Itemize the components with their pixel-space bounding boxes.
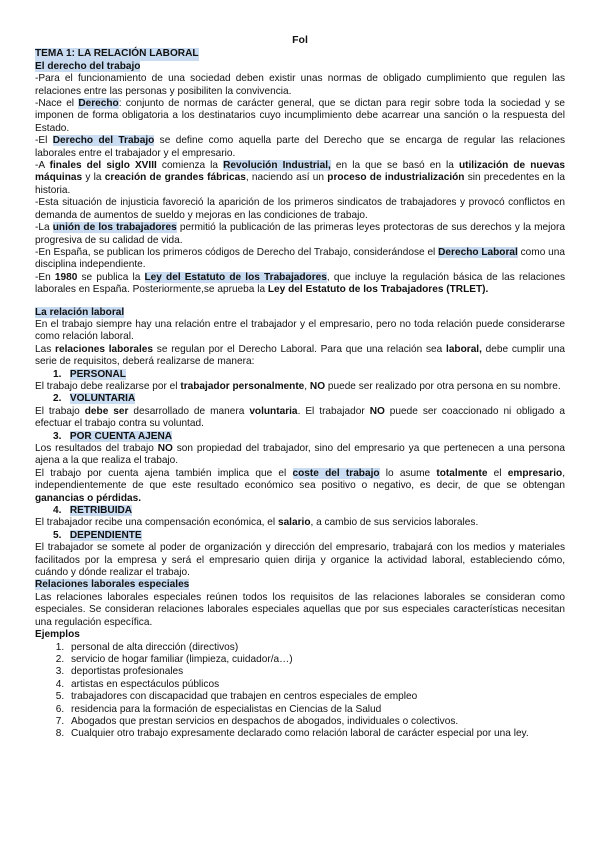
relacion-heading: La relación laboral [35, 306, 125, 318]
tema1-section [35, 48, 565, 296]
tema1-heading: TEMA 1: LA RELACIÓN LABORAL [35, 48, 199, 60]
paragraph: -En España, se publican los primeros códigos de Derecho del Trabajo, considerándose el Derecho Laboral como una disciplina independiente. [35, 246, 565, 271]
document-title: Fol [292, 34, 308, 46]
document-page [35, 34, 565, 741]
ejemplos-label: Ejemplos [35, 629, 80, 641]
list-item: 3. deportistas profesionales [67, 666, 565, 678]
list-item: 2. servicio de hogar familiar (limpieza, cuidador/a…) [67, 654, 565, 666]
ejemplos-list [35, 642, 565, 741]
list-item: 4. artistas en espectáculos públicos [67, 679, 565, 691]
requirement-heading: 3. POR CUENTA AJENA [53, 430, 173, 442]
relacion-section [35, 307, 565, 580]
paragraph: El trabajo debe realizarse por el trabajador personalmente, NO puede ser realizado por otra persona en su nombre. [35, 380, 561, 392]
list-item: 5. trabajadores con discapacidad que trabajen en centros especiales de empleo [67, 691, 565, 703]
paragraph: Las relaciones laborales se regulan por el Derecho Laboral. Para que una relación sea laboral, debe cumplir una serie de requisitos, deberá realizarse de manera: [35, 343, 565, 368]
especiales-heading: Relaciones laborales especiales [35, 579, 190, 591]
paragraph: -El Derecho del Trabajo se define como aquella parte del Derecho que se encarga de regular las relaciones laborales entre el trabajador y el empresario. [35, 135, 565, 159]
requirement-heading: 4. RETRIBUIDA [53, 505, 133, 517]
requirement-heading: 2. VOLUNTARIA [53, 393, 136, 405]
paragraph: El trabajo debe ser desarrollado de manera voluntaria. El trabajador NO puede ser coaccionado ni obligado a efectuar el trabajo contra su voluntad. [35, 405, 565, 430]
list-item: 8. Cualquier otro trabajo expresamente declarado como relación laboral de carácter especial por una ley. [67, 728, 565, 740]
paragraph: -Nace el Derecho: conjunto de normas de carácter general, que se dictan para regir sobre toda la sociedad y se imponen de forma obligatoria a los destinatarios cuyo incumplimiento debe acarrear una sanción o la respuesta del Estado. [35, 98, 566, 134]
list-item: 1. personal de alta dirección (directivos) [67, 642, 565, 654]
tema1-subheading: El derecho del trabajo [35, 60, 141, 72]
paragraph: -Esta situación de injusticia favoreció la aparición de los primeros sindicatos de trabajadores y provocó conflictos en demanda de aumentos de sueldo y mejoras en las condiciones de trabajo. [35, 197, 565, 221]
especiales-section [35, 579, 565, 740]
paragraph: El trabajador se somete al poder de organización y dirección del empresario, trabajará con los medios y materiales facilitados por la empresa y será el empresario quien dirija y organice la actividad laboral, estableciendo cómo, cuándo y dónde realizar el trabajo. [35, 542, 565, 579]
requirement-heading: 5. DEPENDIENTE [53, 529, 142, 541]
paragraph: El trabajo por cuenta ajena también implica que el coste del trabajo lo asume totalmente el empresario, independientemente de que este resultado económico sea positivo o negativo, es decir, de que se obtengan ganancias o pérdidas. [35, 467, 565, 504]
paragraph: -La unión de los trabajadores permitió la publicación de las primeras leyes protectoras de sus derechos y la mejora progresiva de su calidad de vida. [35, 222, 565, 246]
list-item: 7. Abogados que prestan servicios en despachos de abogados, individuales o colectivos. [67, 716, 565, 728]
paragraph: -En 1980 se publica la Ley del Estatuto de los Trabajadores, que incluye la regulación básica de las relaciones laborales en España. Posteriormente,se aprueba la Ley del Estatuto de los Trabajadores (TRLET). [35, 271, 565, 296]
list-item: 6. residencia para la formación de especialistas en Ciencias de la Salud [67, 704, 565, 716]
paragraph: -Para el funcionamiento de una sociedad deben existir unas normas de obligado cumplimiento que regulen las relaciones entre las personas y posibiliten la convivencia. [35, 73, 565, 97]
paragraph: -A finales del siglo XVIII comienza la Revolución Industrial, en la que se basó en la utilización de nuevas máquinas y la creación de grandes fábricas, naciendo así un proceso de industrialización sin precedentes en la historia. [35, 160, 566, 196]
paragraph: En el trabajo siempre hay una relación entre el trabajador y el empresario, pero no toda relación puede considerarse como relación laboral. [35, 318, 565, 343]
paragraph: Los resultados del trabajo NO son propiedad del trabajador, sino del empresario ya que pertenecen a una persona ajena a la que realiza el trabajo. [35, 443, 565, 467]
paragraph: Las relaciones laborales especiales reúnen todos los requisitos de las relaciones laborales se consideran como especiales. Se consideran relaciones laborales especiales aquellas que por sus especiales características necesitan una regulación específica. [35, 591, 565, 628]
requirement-heading: 1. PERSONAL [53, 368, 126, 380]
paragraph: El trabajador recibe una compensación económica, el salario, a cambio de sus servicios laborales. [35, 517, 479, 529]
